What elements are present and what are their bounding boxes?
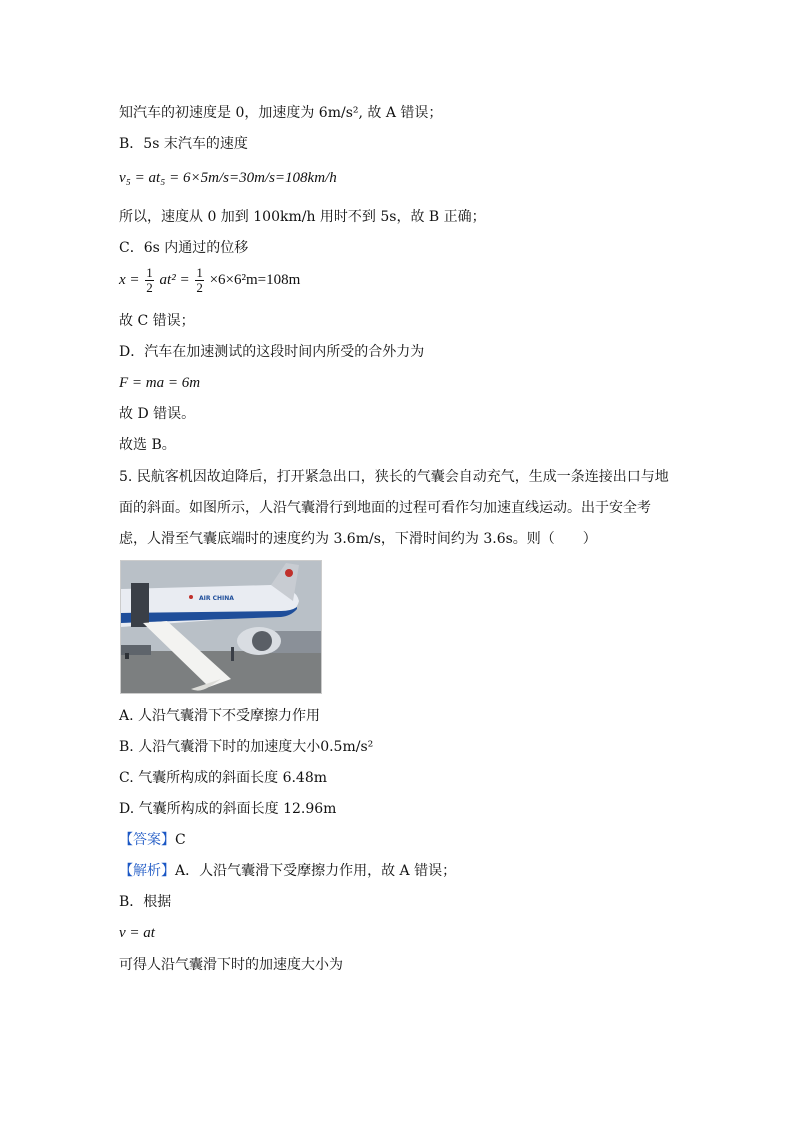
answer-line xyxy=(119,831,186,849)
eq-part: ×6×6²m=108m xyxy=(209,271,301,288)
option-a: A. 人沿气囊滑下不受摩擦力作用 xyxy=(119,708,321,724)
fraction-numerator: 1 xyxy=(146,265,153,280)
eq-part: x = xyxy=(119,271,140,288)
option-d: D. 气囊所构成的斜面长度 12.96m xyxy=(119,801,337,817)
analysis-line xyxy=(119,862,456,880)
text-line: B．5s 末汽车的速度 xyxy=(119,136,248,152)
eq-part: at² = xyxy=(159,271,190,288)
fraction xyxy=(195,266,204,295)
text-line: B．根据 xyxy=(119,894,172,910)
option-b: B. 人沿气囊滑下时的加速度大小0.5m/s² xyxy=(119,739,374,755)
equation-velocity: v₅ = at₅ = 6×5m/s=30m/s=108km/h xyxy=(119,170,337,186)
question-5-line: 面的斜面。如图所示，人沿气囊滑行到地面的过程可看作匀加速直线运动。出于安全考 xyxy=(119,500,651,516)
fraction xyxy=(145,266,154,295)
question-5-line: 5. 民航客机因故迫降后，打开紧急出口，狭长的气囊会自动充气，生成一条连接出口与地 xyxy=(119,469,669,485)
fraction-denominator: 2 xyxy=(146,280,153,295)
text-line: 故 D 错误。 xyxy=(119,406,196,422)
equation-force: F = ma = 6m xyxy=(119,375,201,391)
text-line: 故选 B。 xyxy=(119,437,176,453)
text-line: 知汽车的初速度是 0，加速度为 6m/s², 故 A 错误； xyxy=(119,105,443,121)
answer-value: C xyxy=(175,832,186,848)
fraction-denominator: 2 xyxy=(196,280,203,295)
analysis-tag: 【解析】 xyxy=(119,863,175,879)
fraction-numerator: 1 xyxy=(196,265,203,280)
analysis-text: A．人沿气囊滑下受摩擦力作用，故 A 错误； xyxy=(175,863,457,879)
text-line: 可得人沿气囊滑下时的加速度大小为 xyxy=(119,957,343,973)
answer-tag: 【答案】 xyxy=(119,832,175,848)
option-c: C. 气囊所构成的斜面长度 6.48m xyxy=(119,770,328,786)
text-line: 故 C 错误； xyxy=(119,313,195,329)
equation-v-at: v = at xyxy=(119,925,155,941)
airline-logo-text: AIR CHINA xyxy=(199,595,234,602)
text-line: 所以，速度从 0 加到 100km/h 用时不到 5s，故 B 正确； xyxy=(119,209,486,225)
equation-displacement xyxy=(119,266,300,295)
question-5-line: 虑，人滑至气囊底端时的速度约为 3.6m/s，下滑时间约为 3.6s。则（ ） xyxy=(119,531,597,547)
text-line: C．6s 内通过的位移 xyxy=(119,240,249,256)
airplane-slide-photo xyxy=(120,560,322,694)
text-line: D．汽车在加速测试的这段时间内所受的合外力为 xyxy=(119,344,425,360)
